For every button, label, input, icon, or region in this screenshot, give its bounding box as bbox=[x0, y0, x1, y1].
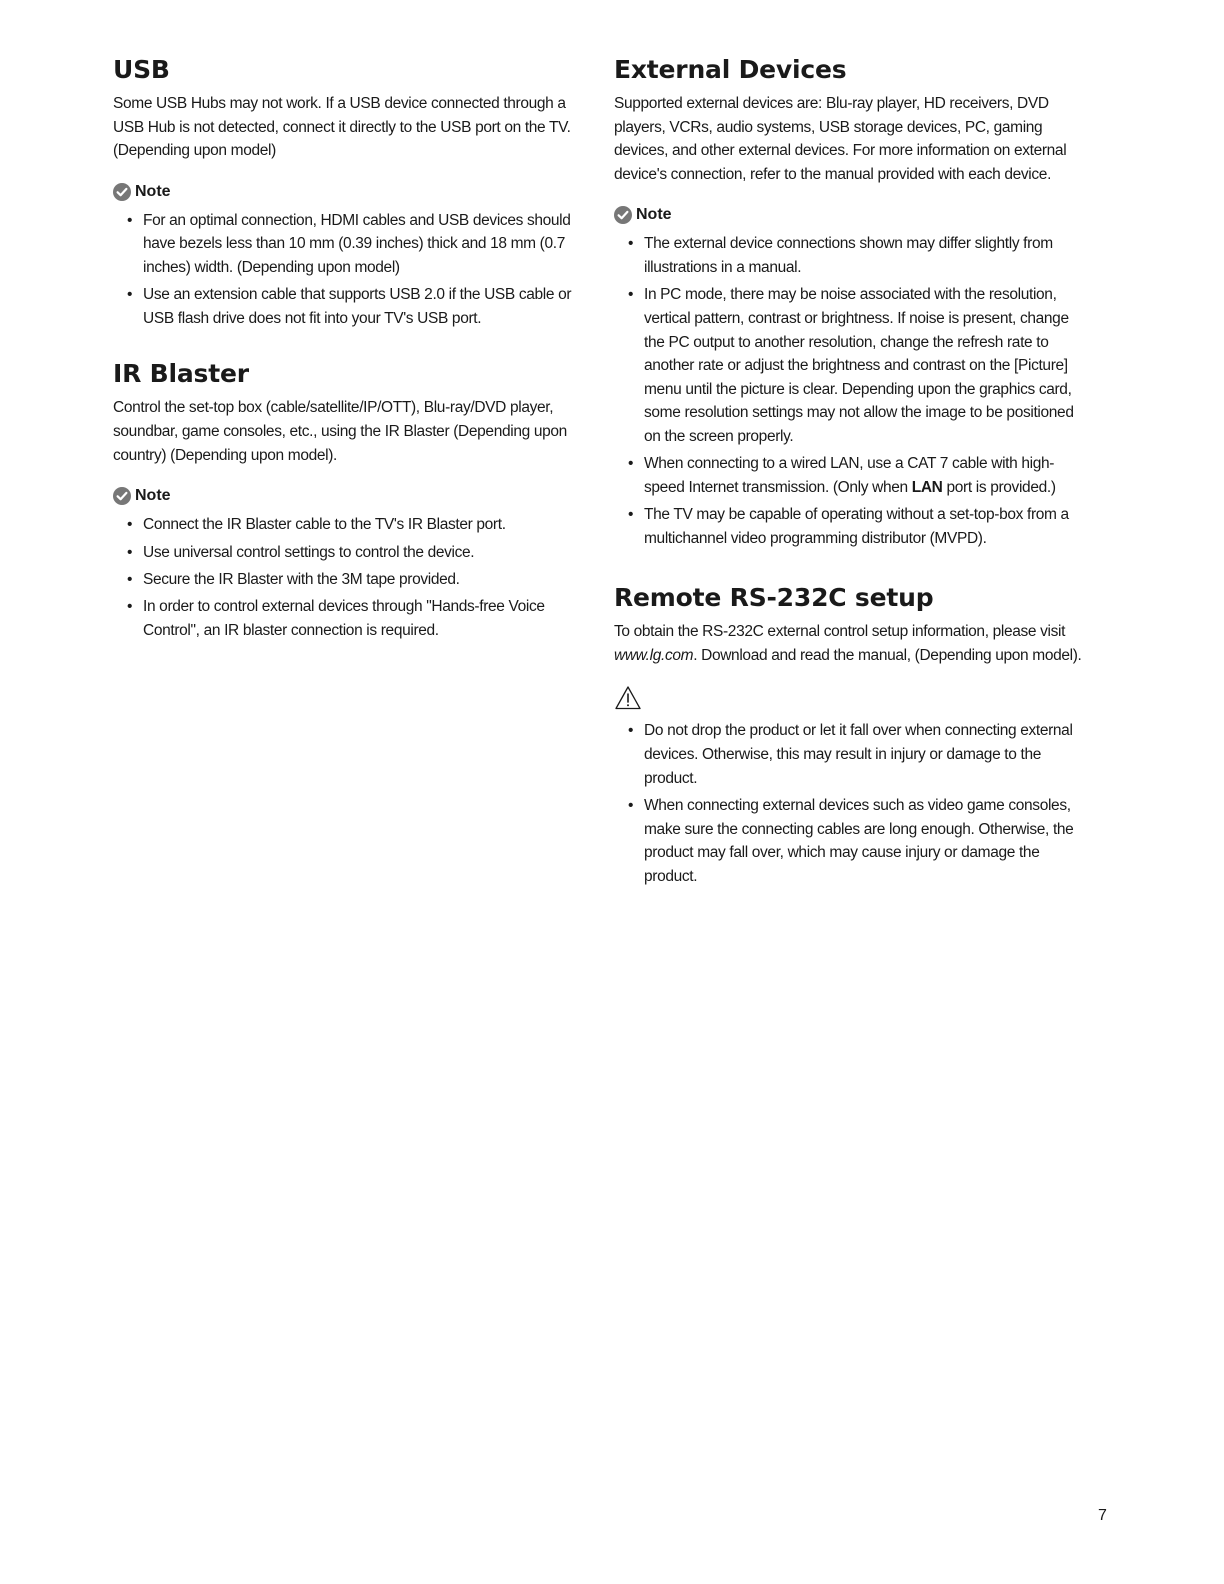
usb-note-label: Note bbox=[135, 182, 171, 200]
check-circle-icon bbox=[113, 487, 131, 505]
page-number: 7 bbox=[1098, 1507, 1107, 1524]
list-item: • Use an extension cable that supports USB 2.0 if the USB cable or USB flash drive does not fit into your TV's USB port. bbox=[127, 286, 572, 327]
list-item: • In order to control external devices through "Hands-free Voice Control", an IR blaster connection is required. bbox=[127, 598, 545, 639]
list-item: • Use universal control settings to control the device. bbox=[127, 543, 475, 561]
lan-port-label: LAN bbox=[911, 478, 943, 496]
list-item: • In PC mode, there may be noise associated with the resolution, vertical pattern, contrast or brightness. If noise is present, change the PC output to another resolution, change the refresh rate to another rate or adjust the brightness and contrast on the [Picture] menu until the picture is clear. Depending upon the graphics card, some resolution settings may not allow the image to be positioned on the screen properly. bbox=[628, 286, 1074, 445]
usb-note-list bbox=[113, 209, 585, 331]
ir-blaster-note-label: Note bbox=[135, 487, 171, 505]
lan-note-text: When connecting to a wired LAN, use a CAT 7 cable with high-speed Internet transmission. (Only when LAN port is provided.) bbox=[644, 455, 1056, 496]
ir-blaster-note-header bbox=[113, 485, 585, 507]
usb-heading: USB bbox=[113, 55, 170, 84]
list-item: • The external device connections shown may differ slightly from illustrations in a manual. bbox=[628, 235, 1053, 276]
list-item: • For an optimal connection, HDMI cables and USB devices should have bezels less than 10 mm (0.39 inches) thick and 18 mm (0.7 inches) width. (Depending upon model) bbox=[127, 211, 571, 276]
list-item: • When connecting to a wired LAN, use a CAT 7 cable with high-speed Internet transmission. (Only when LAN port is provided.) bbox=[628, 455, 1056, 496]
rs232c-warning-list bbox=[614, 719, 1090, 888]
external-devices-body: Supported external devices are: Blu-ray player, HD receivers, DVD players, VCRs, audio systems, USB storage devices, PC, gaming devices, and other external devices. For more information on external device's connection, refer to the manual provided with each device. bbox=[614, 95, 1067, 183]
ir-blaster-note-list bbox=[113, 513, 585, 642]
ir-blaster-section bbox=[113, 356, 585, 642]
list-item: • Do not drop the product or let it fall over when connecting external devices. Otherwise, this may result in injury or damage to the product. bbox=[628, 722, 1073, 787]
list-item: • Secure the IR Blaster with the 3M tape provided. bbox=[127, 570, 460, 588]
left-column bbox=[113, 52, 585, 646]
ir-blaster-body: Control the set-top box (cable/satellite/IP/OTT), Blu-ray/DVD player, soundbar, game consoles, etc., using the IR Blaster (Depending upon country) (Depending upon model). bbox=[113, 399, 567, 464]
warning-triangle-icon bbox=[614, 685, 642, 711]
check-circle-icon bbox=[113, 183, 131, 201]
list-item: • When connecting external devices such as video game consoles, make sure the connecting cables are long enough. Otherwise, the product may fall over, which may cause injury or damage the product. bbox=[628, 797, 1074, 885]
external-devices-note-list bbox=[614, 232, 1090, 550]
external-devices-note-label: Note bbox=[636, 206, 672, 224]
right-column bbox=[614, 52, 1090, 892]
list-item: • Connect the IR Blaster cable to the TV's IR Blaster port. bbox=[127, 516, 506, 534]
ir-blaster-heading: IR Blaster bbox=[113, 359, 249, 389]
usb-body: Some USB Hubs may not work. If a USB device connected through a USB Hub is not detected, connect it directly to the USB port on the TV. (Depending upon model) bbox=[113, 95, 571, 160]
usb-note-header bbox=[113, 181, 585, 203]
rs232c-body: To obtain the RS-232C external control setup information, please visit www.lg.com. Download and read the manual, (Depending upon model). bbox=[614, 623, 1082, 664]
check-circle-icon bbox=[614, 206, 632, 224]
external-devices-note-header bbox=[614, 204, 1090, 226]
external-devices-heading: External Devices bbox=[614, 55, 847, 84]
usb-section bbox=[113, 52, 585, 331]
rs232c-heading: Remote RS-232C setup bbox=[614, 583, 934, 613]
list-item: • The TV may be capable of operating without a set-top-box from a multichannel video programming distributor (MVPD). bbox=[628, 506, 1069, 547]
rs232c-section bbox=[614, 580, 1090, 888]
lg-website-link[interactable]: www.lg.com bbox=[614, 646, 694, 664]
external-devices-section bbox=[614, 52, 1090, 550]
